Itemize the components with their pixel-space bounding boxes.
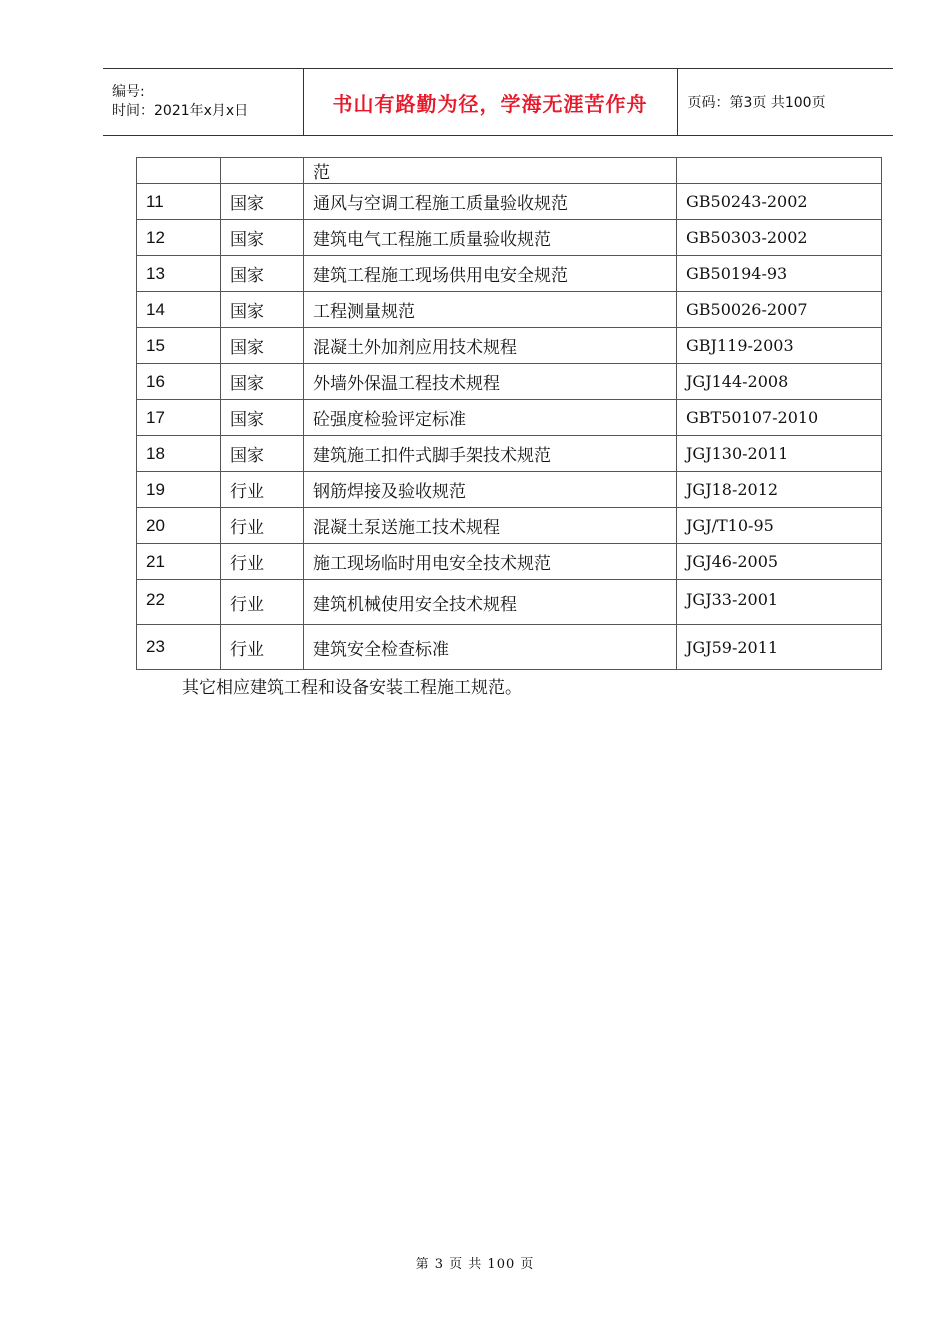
row-number: 20 (137, 508, 221, 544)
table-row (137, 544, 882, 580)
row-title: 建筑工程施工现场供用电安全规范 (304, 256, 677, 292)
page-footer: 第 3 页 共 100 页 (415, 1257, 535, 1272)
row-level: 国家 (221, 220, 304, 256)
row-title: 工程测量规范 (304, 292, 677, 328)
row-level: 行业 (221, 472, 304, 508)
row-level: 国家 (221, 184, 304, 220)
row-level: 国家 (221, 328, 304, 364)
row-title: 混凝土泵送施工技术规程 (304, 508, 677, 544)
table-cell (677, 158, 882, 184)
row-title: 外墙外保温工程技术规程 (304, 364, 677, 400)
row-level: 国家 (221, 364, 304, 400)
row-level: 国家 (221, 436, 304, 472)
row-number: 17 (137, 400, 221, 436)
header-motto-cell (303, 69, 677, 136)
serial-label: 编号: (112, 84, 145, 100)
row-number: 14 (137, 292, 221, 328)
time-label: 时间：2021年x月x日 (112, 103, 249, 119)
table-row (137, 508, 882, 544)
table-row (137, 436, 882, 472)
row-number: 22 (137, 580, 221, 625)
row-title: 钢筋焊接及验收规范 (304, 472, 677, 508)
table-row (137, 184, 882, 220)
table-row (137, 625, 882, 670)
row-code: JGJ144-2008 (677, 364, 882, 400)
row-code: JGJ130-2011 (677, 436, 882, 472)
row-number: 21 (137, 544, 221, 580)
header-motto: 书山有路勤为径，学海无涯苦作舟 (332, 91, 648, 116)
row-level: 行业 (221, 580, 304, 625)
row-code: JGJ59-2011 (677, 625, 882, 670)
row-title: 建筑安全检查标准 (304, 625, 677, 670)
table-row (137, 472, 882, 508)
row-number: 23 (137, 625, 221, 670)
row-title: 建筑电气工程施工质量验收规范 (304, 220, 677, 256)
table-row-continuation (137, 158, 882, 184)
row-code: JGJ46-2005 (677, 544, 882, 580)
row-code: JGJ/T10-95 (677, 508, 882, 544)
footnote-text: 其它相应建筑工程和设备安装工程施工规范。 (182, 678, 522, 698)
table-row (137, 400, 882, 436)
row-title: 建筑机械使用安全技术规程 (304, 580, 677, 625)
header-page-info: 页码：第3页 共100页 (677, 69, 893, 136)
table-cell (221, 158, 304, 184)
row-code: GBJ119-2003 (677, 328, 882, 364)
row-code: GB50243-2002 (677, 184, 882, 220)
row-level: 国家 (221, 400, 304, 436)
row-level: 行业 (221, 544, 304, 580)
standards-table (136, 157, 882, 670)
row-level: 国家 (221, 256, 304, 292)
table-row (137, 292, 882, 328)
table-row (137, 328, 882, 364)
row-number: 11 (137, 184, 221, 220)
table-cell: 范 (304, 158, 677, 184)
table-row (137, 256, 882, 292)
table-cell (137, 158, 221, 184)
row-level: 行业 (221, 508, 304, 544)
row-title: 混凝土外加剂应用技术规程 (304, 328, 677, 364)
row-level: 国家 (221, 292, 304, 328)
row-level: 行业 (221, 625, 304, 670)
table-row (137, 580, 882, 625)
row-title: 砼强度检验评定标准 (304, 400, 677, 436)
row-code: JGJ33-2001 (677, 580, 882, 625)
row-title: 施工现场临时用电安全技术规范 (304, 544, 677, 580)
row-code: JGJ18-2012 (677, 472, 882, 508)
row-number: 12 (137, 220, 221, 256)
page-header (103, 68, 893, 136)
row-code: GBT50107-2010 (677, 400, 882, 436)
row-code: GB50303-2002 (677, 220, 882, 256)
row-number: 19 (137, 472, 221, 508)
table-row (137, 220, 882, 256)
row-code: GB50194-93 (677, 256, 882, 292)
table-row (137, 364, 882, 400)
row-number: 18 (137, 436, 221, 472)
row-code: GB50026-2007 (677, 292, 882, 328)
row-number: 16 (137, 364, 221, 400)
row-title: 通风与空调工程施工质量验收规范 (304, 184, 677, 220)
row-title: 建筑施工扣件式脚手架技术规范 (304, 436, 677, 472)
row-number: 15 (137, 328, 221, 364)
header-meta (103, 69, 303, 136)
row-number: 13 (137, 256, 221, 292)
